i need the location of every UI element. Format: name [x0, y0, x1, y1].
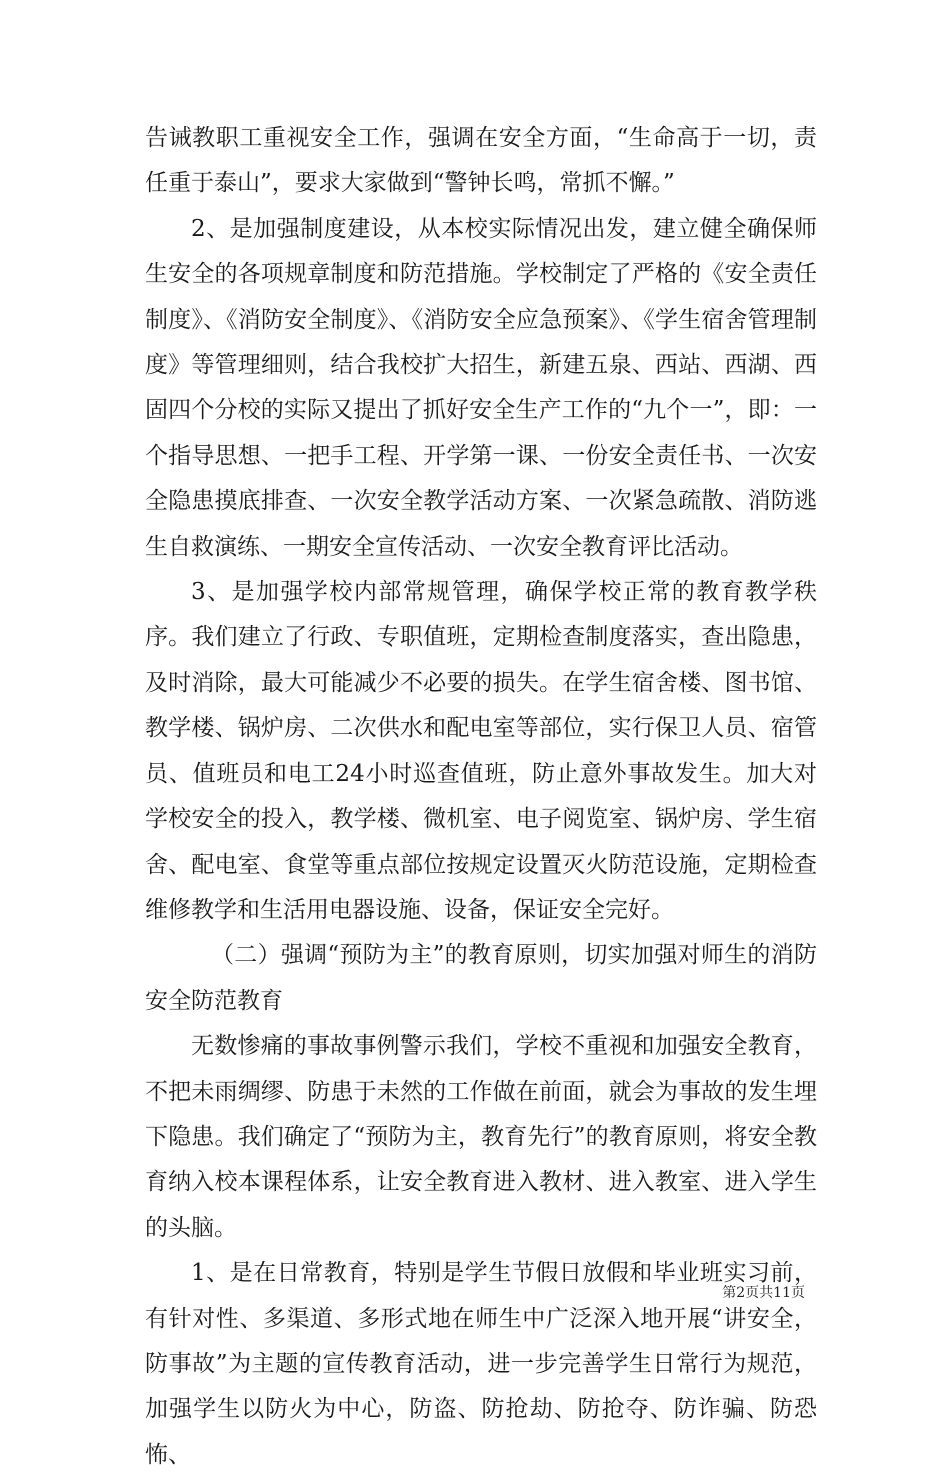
paragraph-item-2: 2、是加强制度建设，从本校实际情况出发，建立健全确保师生安全的各项规章制度和防范措施。学校制定了严格的《安全责任制度》、《消防安全制度》、《消防安全应急预案》、《学生宿舍管理制度》等管理细则，结合我校扩大招生，新建五泉、西站、西湖、西固四个分校的实际又提出了抓好安全生产工作的“九个一”，即：一个指导思想、一把手工程、开学第一课、一份安全责任书、一次安全隐患摸底排查、一次安全教学活动方案、一次紧急疏散、消防逃生自救演练、一期安全宣传活动、一次安全教育评比活动。 [145, 215, 817, 560]
paragraph-item-1: 1、是在日常教育，特别是学生节假日放假和毕业班实习前，有针对性、多渠道、多形式地在师生中广泛深入地开展“讲安全，防事故”为主题的宣传教育活动，进一步完善学生日常行为规范，加强学生以防火为中心，防盗、防抢劫、防抢夺、防诈骗、防恐怖、 [145, 1260, 817, 1468]
paragraph-intro: 无数惨痛的事故事例警示我们，学校不重视和加强安全教育，不把未雨绸缪、防患于未然的工作做在前面，就会为事故的发生埋下隐患。我们确定了“预防为主，教育先行”的教育原则，将安全教育纳入校本课程体系，让安全教育进入教材、进入教室、进入学生的头脑。 [145, 1033, 817, 1241]
section-heading: （二）强调“预防为主”的教育原则，切实加强对师生的消防安全防范教育 [145, 942, 817, 1014]
paragraph-continuation: 告诫教职工重视安全工作，强调在安全方面，“生命高于一切，责任重于泰山”，要求大家做到“警钟长鸣，常抓不懈。” [145, 125, 817, 197]
page-number-footer: 第2页共11页 [722, 1285, 805, 1301]
document-body [145, 116, 817, 1478]
paragraph-item-3: 3、是加强学校内部常规管理，确保学校正常的教育教学秩序。我们建立了行政、专职值班，定期检查制度落实，查出隐患，及时消除，最大可能减少不必要的损失。在学生宿舍楼、图书馆、教学楼、锅炉房、二次供水和配电室等部位，实行保卫人员、宿管员、值班员和电工24小时巡查值班，防止意外事故发生。加大对学校安全的投入，教学楼、微机室、电子阅览室、锅炉房、学生宿舍、配电室、食堂等重点部位按规定设置灭火防范设施，定期检查维修教学和生活用电器设施、设备，保证安全完好。 [145, 579, 817, 923]
